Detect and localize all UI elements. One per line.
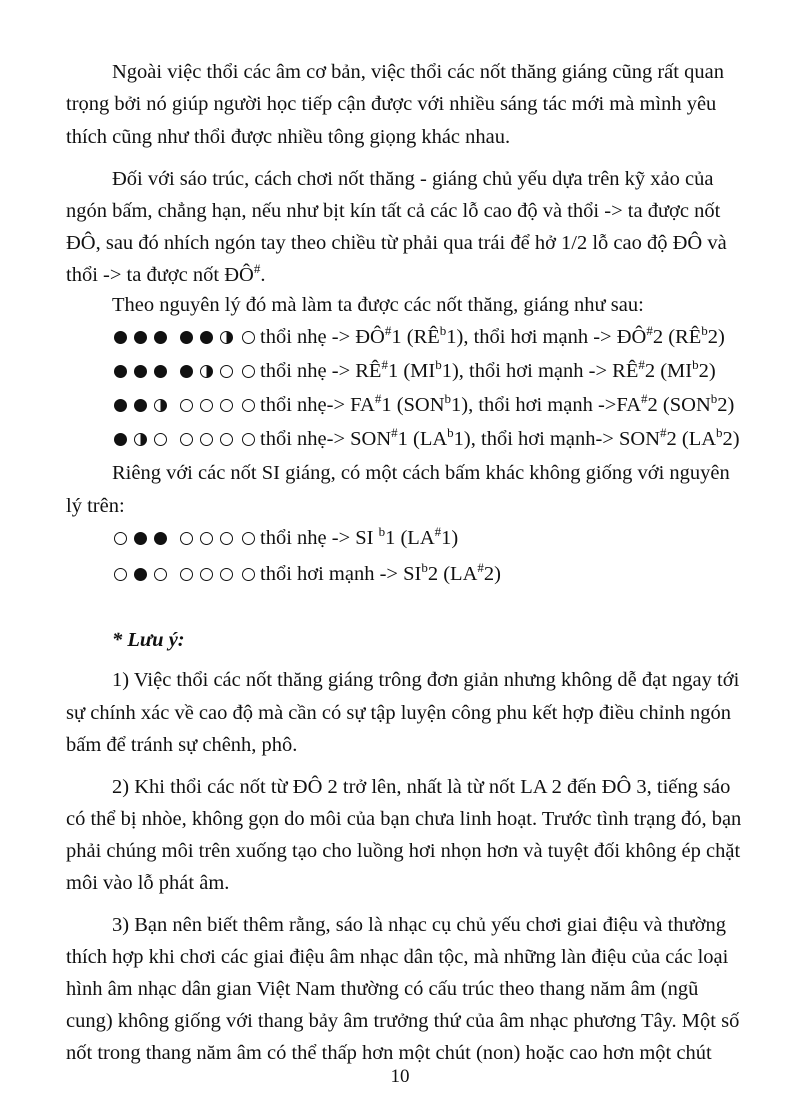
hole-open-icon [180, 568, 193, 581]
hole-full-icon [134, 365, 147, 378]
p1-line-2: trọng bởi nó giúp người học tiếp cận được với nhiều sáng tác mới mà mình yêu [66, 93, 717, 115]
fingering-text: 2 (RÊ [652, 326, 702, 348]
fingering-text: 1 (MI [387, 360, 436, 382]
n3-line-5: nốt trong thang năm âm có thể thấp hơn một chút (non) hoặc cao hơn một chút [66, 1042, 712, 1064]
fingering-description [260, 558, 501, 590]
hole-full-icon [134, 331, 147, 344]
fingering-row [114, 321, 725, 353]
page-number: 10 [390, 1066, 410, 1087]
hole-open-icon [242, 532, 255, 545]
hole-half-icon [154, 399, 167, 412]
hole-open-icon [154, 568, 167, 581]
hole-full-icon [114, 399, 127, 412]
fingering-row [114, 389, 734, 421]
accidental-sup: # [646, 323, 653, 338]
accidental-sup: b [701, 323, 708, 338]
n2-line-1: 2) Khi thổi các nốt từ ĐÔ 2 trở lên, nhất là từ nốt LA 2 đến ĐÔ 3, tiếng sáo [112, 776, 731, 798]
hole-open-icon [220, 399, 233, 412]
fingering-text: 2) [483, 563, 501, 585]
fingering-text: thổi nhẹ-> SON [260, 428, 392, 450]
fingering-text: 1), thổi hơi mạnh -> RÊ [441, 360, 639, 382]
fingering-text: 2 (LA [427, 563, 478, 585]
accidental-sup: # [391, 425, 398, 440]
hole-full-icon [134, 568, 147, 581]
fingering-text: 1 (SON [381, 394, 445, 416]
fingering-holes [114, 331, 242, 344]
p1-line-3: thích cũng như thổi được nhiều tông giọng khác nhau. [66, 126, 511, 148]
accidental-sup: b [378, 524, 386, 539]
fingering-row [114, 522, 458, 554]
hole-open-icon [220, 365, 233, 378]
fingering-description [260, 423, 740, 455]
hole-full-icon [114, 365, 127, 378]
p2-end: . [260, 264, 266, 286]
fingering-text: thổi nhẹ -> RÊ [260, 360, 382, 382]
n1-line-3: bấm để tránh sự chênh, phô. [66, 734, 298, 756]
fingering-text: 2) [722, 428, 740, 450]
n3-line-3: hình âm nhạc dân gian Việt Nam thường có cấu trúc theo thang năm âm (ngũ [66, 978, 699, 1000]
hole-full-icon [154, 532, 167, 545]
hole-full-icon [114, 433, 127, 446]
fingering-row [114, 558, 501, 590]
n2-line-2: có thể bị nhòe, không gọn do môi của bạn chưa linh hoạt. Trước tình trạng đó, bạn [66, 808, 742, 830]
hole-open-icon [200, 532, 213, 545]
n3-line-1: 3) Bạn nên biết thêm rằng, sáo là nhạc cụ chủ yếu chơi giai điệu và thường [112, 914, 727, 936]
accidental-sup: b [692, 357, 699, 372]
accidental-sup: b [716, 425, 723, 440]
accidental-sup: b [447, 425, 454, 440]
n1-line-1: 1) Việc thổi các nốt thăng giáng trông đơn giản nhưng không dễ đạt ngay tới [112, 669, 740, 691]
hole-open-icon [180, 399, 193, 412]
fingering-description [260, 522, 458, 554]
sharp-sup: # [253, 261, 261, 276]
p2-line-4 [66, 259, 265, 291]
hole-open-icon [242, 331, 255, 344]
hole-full-icon [180, 365, 193, 378]
fingering-text: 1 (LA [385, 527, 435, 549]
accidental-sup: # [641, 391, 648, 406]
hole-open-icon [200, 399, 213, 412]
hole-half-icon [200, 365, 213, 378]
fingering-holes [114, 532, 242, 545]
p2-line-2: ngón bấm, chẳng hạn, nếu như bịt kín tất cả các lỗ cao độ và thổi -> ta được nốt [66, 200, 721, 222]
fingering-text: 2 (MI [644, 360, 693, 382]
fingering-text: thổi nhẹ-> FA [260, 394, 375, 416]
hole-open-icon [242, 568, 255, 581]
accidental-sup: b [439, 323, 447, 338]
fingering-holes [114, 399, 242, 412]
accidental-sup: # [384, 323, 392, 338]
accidental-sup: b [435, 357, 442, 372]
fingering-text: 2 (SON [647, 394, 711, 416]
fingering-row [114, 355, 716, 387]
fingering-text: 1) [441, 527, 459, 549]
fingering-description [260, 321, 725, 353]
hole-open-icon [114, 568, 127, 581]
hole-half-icon [220, 331, 233, 344]
accidental-sup: # [434, 524, 442, 539]
note-heading: * Lưu ý: [112, 629, 185, 651]
hole-open-icon [200, 568, 213, 581]
hole-open-icon [220, 568, 233, 581]
hole-open-icon [180, 532, 193, 545]
accidental-sup: b [444, 391, 452, 406]
hole-full-icon [114, 331, 127, 344]
hole-full-icon [134, 532, 147, 545]
n3-line-2: thích hợp khi chơi các giai điệu âm nhạc dân tộc, mà những làn điệu của các loại [66, 946, 729, 968]
hole-half-icon [134, 433, 147, 446]
hole-open-icon [242, 433, 255, 446]
fingering-holes [114, 433, 242, 446]
p3-line: Theo nguyên lý đó mà làm ta được các nốt thăng, giáng như sau: [112, 294, 644, 316]
fingering-description [260, 355, 716, 387]
fingering-text: 1), thổi hơi mạnh ->FA [451, 394, 642, 416]
fingering-text: 1 (LA [397, 428, 448, 450]
fingering-text: thổi nhẹ -> ĐÔ [260, 326, 385, 348]
hole-open-icon [200, 433, 213, 446]
fingering-text: 2) [707, 326, 725, 348]
accidental-sup: # [381, 357, 388, 372]
fingering-description [260, 389, 734, 421]
fingering-text: 1), thổi hơi mạnh -> ĐÔ [446, 326, 647, 348]
accidental-sup: # [638, 357, 645, 372]
hole-full-icon [200, 331, 213, 344]
hole-open-icon [220, 433, 233, 446]
p2-line-1: Đối với sáo trúc, cách chơi nốt thăng - giáng chủ yếu dựa trên kỹ xảo của [112, 168, 714, 190]
p2-line-4-text: thổi -> ta được nốt ĐÔ [66, 264, 254, 286]
fingering-text: thổi hơi mạnh -> SI [260, 563, 422, 585]
fingering-text: 2) [698, 360, 716, 382]
hole-open-icon [180, 433, 193, 446]
accidental-sup: b [710, 391, 718, 406]
accidental-sup: b [421, 560, 428, 575]
fingering-text: 1 (RÊ [391, 326, 440, 348]
p4-line-2: lý trên: [66, 495, 125, 517]
accidental-sup: # [374, 391, 382, 406]
n2-line-3: phải chúng môi trên xuống tạo cho luồng hơi nhọn hơn và tuyệt đối không ép chặt [66, 840, 741, 862]
fingering-holes [114, 568, 242, 581]
hole-full-icon [154, 365, 167, 378]
fingering-row [114, 423, 740, 455]
fingering-text: 2 (LA [666, 428, 717, 450]
hole-full-icon [134, 399, 147, 412]
n2-line-4: môi vào lỗ phát âm. [66, 872, 230, 894]
hole-full-icon [180, 331, 193, 344]
accidental-sup: # [660, 425, 667, 440]
p4-line-1: Riêng với các nốt SI giáng, có một cách bấm khác không giống với nguyên [112, 462, 730, 484]
n3-line-4: cung) không giống với thang bảy âm trưởng thứ của âm nhạc phương Tây. Một số [66, 1010, 740, 1032]
p2-line-3: ĐÔ, sau đó nhích ngón tay theo chiều từ phải qua trái để hở 1/2 lỗ cao độ ĐÔ và [66, 232, 727, 254]
fingering-text: 1), thổi hơi mạnh-> SON [453, 428, 660, 450]
hole-open-icon [114, 532, 127, 545]
hole-open-icon [220, 532, 233, 545]
p1-line-1: Ngoài việc thổi các âm cơ bản, việc thổi các nốt thăng giáng cũng rất quan [112, 61, 724, 83]
fingering-text: 2) [717, 394, 735, 416]
fingering-holes [114, 365, 242, 378]
hole-open-icon [242, 399, 255, 412]
fingering-text: thổi nhẹ -> SI [260, 527, 379, 549]
hole-open-icon [154, 433, 167, 446]
n1-line-2: sự chính xác về cao độ mà cần có sự tập luyện công phu kết hợp điều chỉnh ngón [66, 702, 731, 724]
hole-full-icon [154, 331, 167, 344]
hole-open-icon [242, 365, 255, 378]
accidental-sup: # [477, 560, 484, 575]
